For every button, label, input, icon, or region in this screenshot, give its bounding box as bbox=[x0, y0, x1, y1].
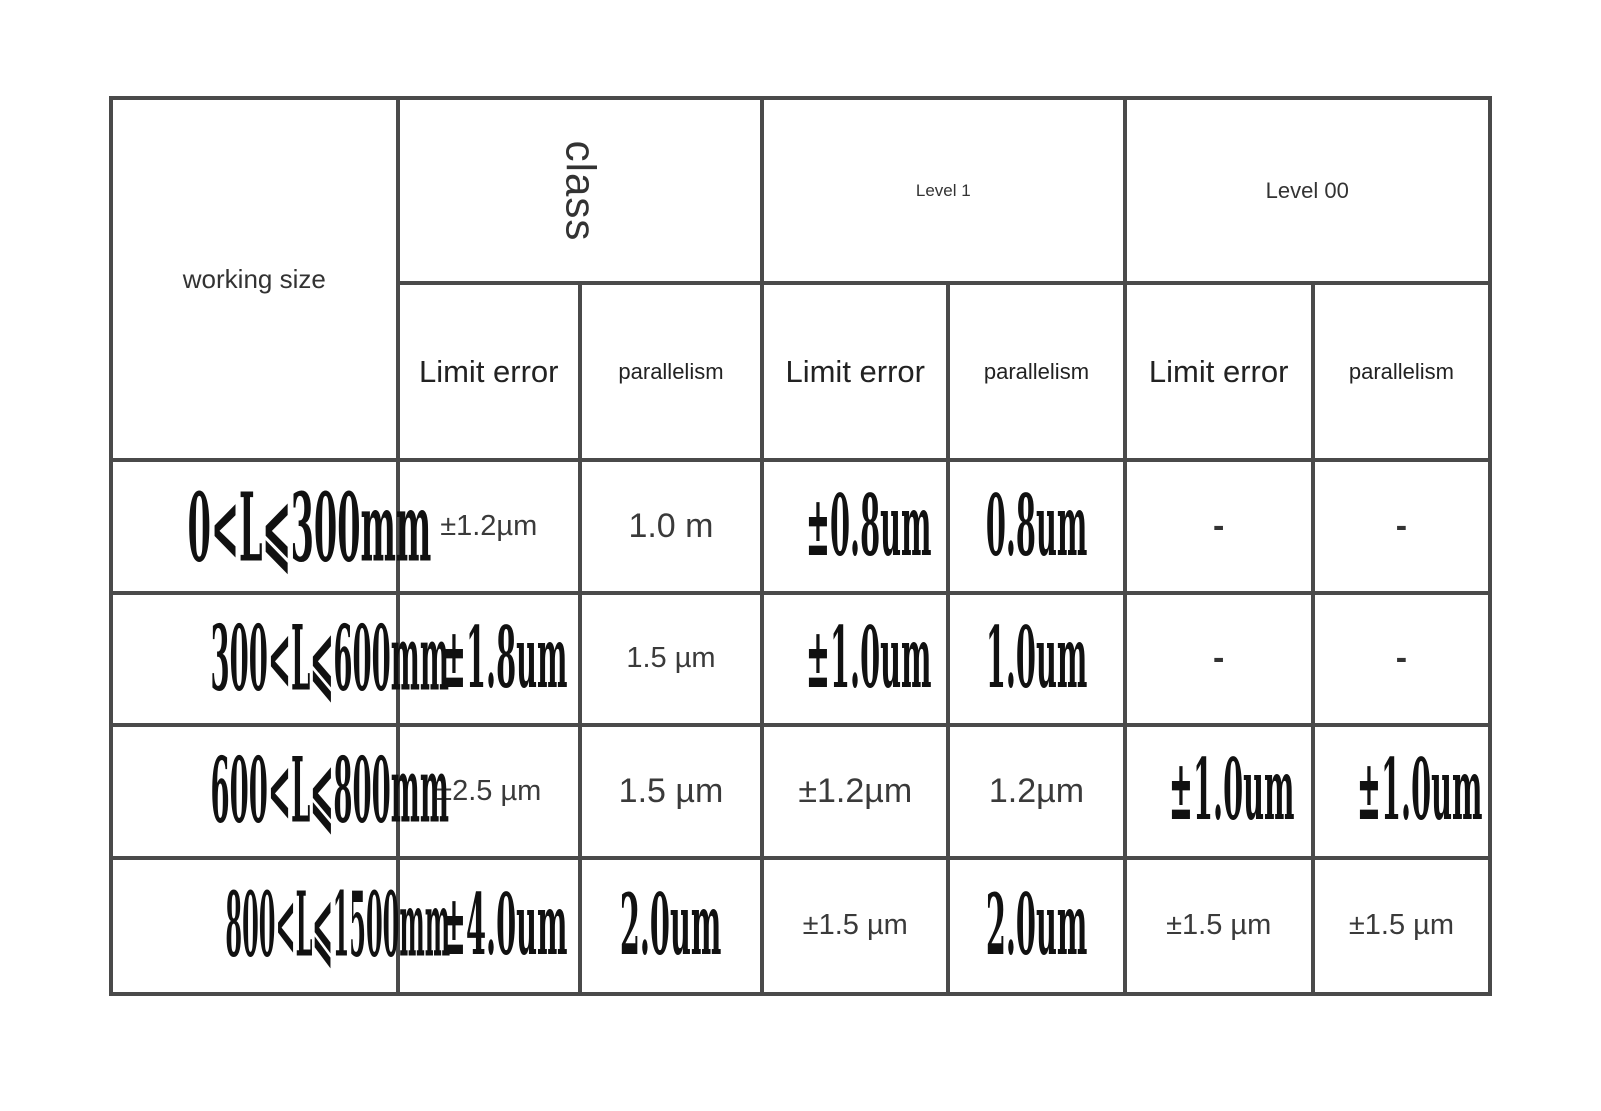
l1-limit-cell bbox=[762, 593, 948, 725]
l00-limit-cell bbox=[1125, 460, 1313, 592]
row-size-cell bbox=[111, 460, 432, 592]
l00-parallel-cell bbox=[1313, 725, 1490, 857]
class-label: class bbox=[556, 140, 604, 241]
value-text: 1.0um bbox=[985, 609, 1088, 708]
value-text: 1.0 m bbox=[628, 507, 714, 546]
value-text: ±1.5 µm bbox=[1348, 909, 1454, 942]
table-row bbox=[111, 460, 1490, 592]
level00-limit-error-header bbox=[1125, 283, 1313, 460]
parallelism-label: parallelism bbox=[983, 358, 1090, 384]
l1-parallel-cell bbox=[948, 725, 1124, 857]
tolerance-table bbox=[109, 96, 1492, 996]
parallelism-label: parallelism bbox=[618, 358, 724, 384]
class-parallel-cell bbox=[580, 858, 762, 994]
row-size-label: 0<L⩽300mm bbox=[187, 470, 432, 583]
l00-parallel-cell bbox=[1313, 460, 1490, 592]
class-limit-error-header bbox=[398, 283, 580, 460]
level1-header bbox=[762, 98, 1124, 283]
value-text: 0.8um bbox=[985, 477, 1088, 576]
limit-error-label: Limit error bbox=[785, 353, 925, 389]
value-text: ±4.0um bbox=[441, 876, 568, 975]
level1-parallelism-header bbox=[948, 283, 1124, 460]
l00-limit-cell bbox=[1125, 858, 1313, 994]
level1-label: Level 1 bbox=[915, 180, 971, 200]
table-row bbox=[111, 725, 1490, 857]
row-size-label: 800<L⩽1500mm bbox=[225, 873, 451, 978]
level00-parallelism-header bbox=[1313, 283, 1490, 460]
row-size-cell bbox=[111, 593, 449, 725]
class-parallel-cell bbox=[580, 460, 762, 592]
value-text: ±1.8um bbox=[441, 609, 568, 708]
row-size-label: 600<L⩽800mm bbox=[210, 737, 449, 844]
value-text: ±2.5 µm bbox=[436, 774, 542, 807]
l1-limit-cell bbox=[762, 725, 948, 857]
value-text: ±1.0um bbox=[1168, 742, 1295, 841]
value-text: - bbox=[1213, 639, 1225, 678]
class-parallel-cell bbox=[580, 593, 762, 725]
class-parallelism-header bbox=[580, 283, 762, 460]
table-row bbox=[111, 593, 1490, 725]
value-text: ±1.0um bbox=[1356, 742, 1483, 841]
l1-parallel-cell bbox=[948, 460, 1124, 592]
working-size-label: working size bbox=[182, 263, 326, 294]
class-header bbox=[398, 98, 762, 283]
l00-parallel-cell bbox=[1313, 593, 1490, 725]
l00-limit-cell bbox=[1125, 725, 1313, 857]
value-text: 1.5 µm bbox=[626, 642, 716, 675]
value-text: ±1.0um bbox=[805, 609, 932, 708]
limit-error-label: Limit error bbox=[418, 353, 559, 389]
value-text: - bbox=[1395, 507, 1408, 546]
row-size-cell bbox=[111, 858, 451, 994]
level1-limit-error-header bbox=[762, 283, 948, 460]
row-size-cell bbox=[111, 725, 449, 857]
value-text: 1.5 µm bbox=[618, 771, 724, 810]
limit-error-label: Limit error bbox=[1148, 353, 1289, 389]
value-text: ±1.5 µm bbox=[1166, 909, 1272, 942]
value-text: ±1.2µm bbox=[440, 510, 538, 543]
parallelism-label: parallelism bbox=[1348, 358, 1454, 384]
value-text: - bbox=[1395, 639, 1408, 678]
value-text: 2.0um bbox=[620, 876, 722, 975]
l00-parallel-cell bbox=[1313, 858, 1490, 994]
header-row-top bbox=[111, 98, 1490, 283]
l1-limit-cell bbox=[762, 460, 948, 592]
level00-label: Level 00 bbox=[1265, 177, 1349, 203]
l1-parallel-cell bbox=[948, 858, 1124, 994]
value-text: 1.2µm bbox=[988, 771, 1085, 810]
class-parallel-cell bbox=[580, 725, 762, 857]
value-text: - bbox=[1213, 507, 1225, 546]
value-text: 2.0um bbox=[985, 876, 1088, 975]
row-size-label: 300<L⩽600mm bbox=[210, 604, 449, 712]
l1-parallel-cell bbox=[948, 593, 1124, 725]
table-row bbox=[111, 858, 1490, 994]
l00-limit-cell bbox=[1125, 593, 1313, 725]
level00-header bbox=[1125, 98, 1491, 283]
l1-limit-cell bbox=[762, 858, 948, 994]
value-text: ±0.8um bbox=[805, 477, 932, 576]
working-size-header bbox=[111, 98, 398, 460]
value-text: ±1.2µm bbox=[798, 771, 913, 810]
value-text: ±1.5 µm bbox=[802, 909, 908, 942]
